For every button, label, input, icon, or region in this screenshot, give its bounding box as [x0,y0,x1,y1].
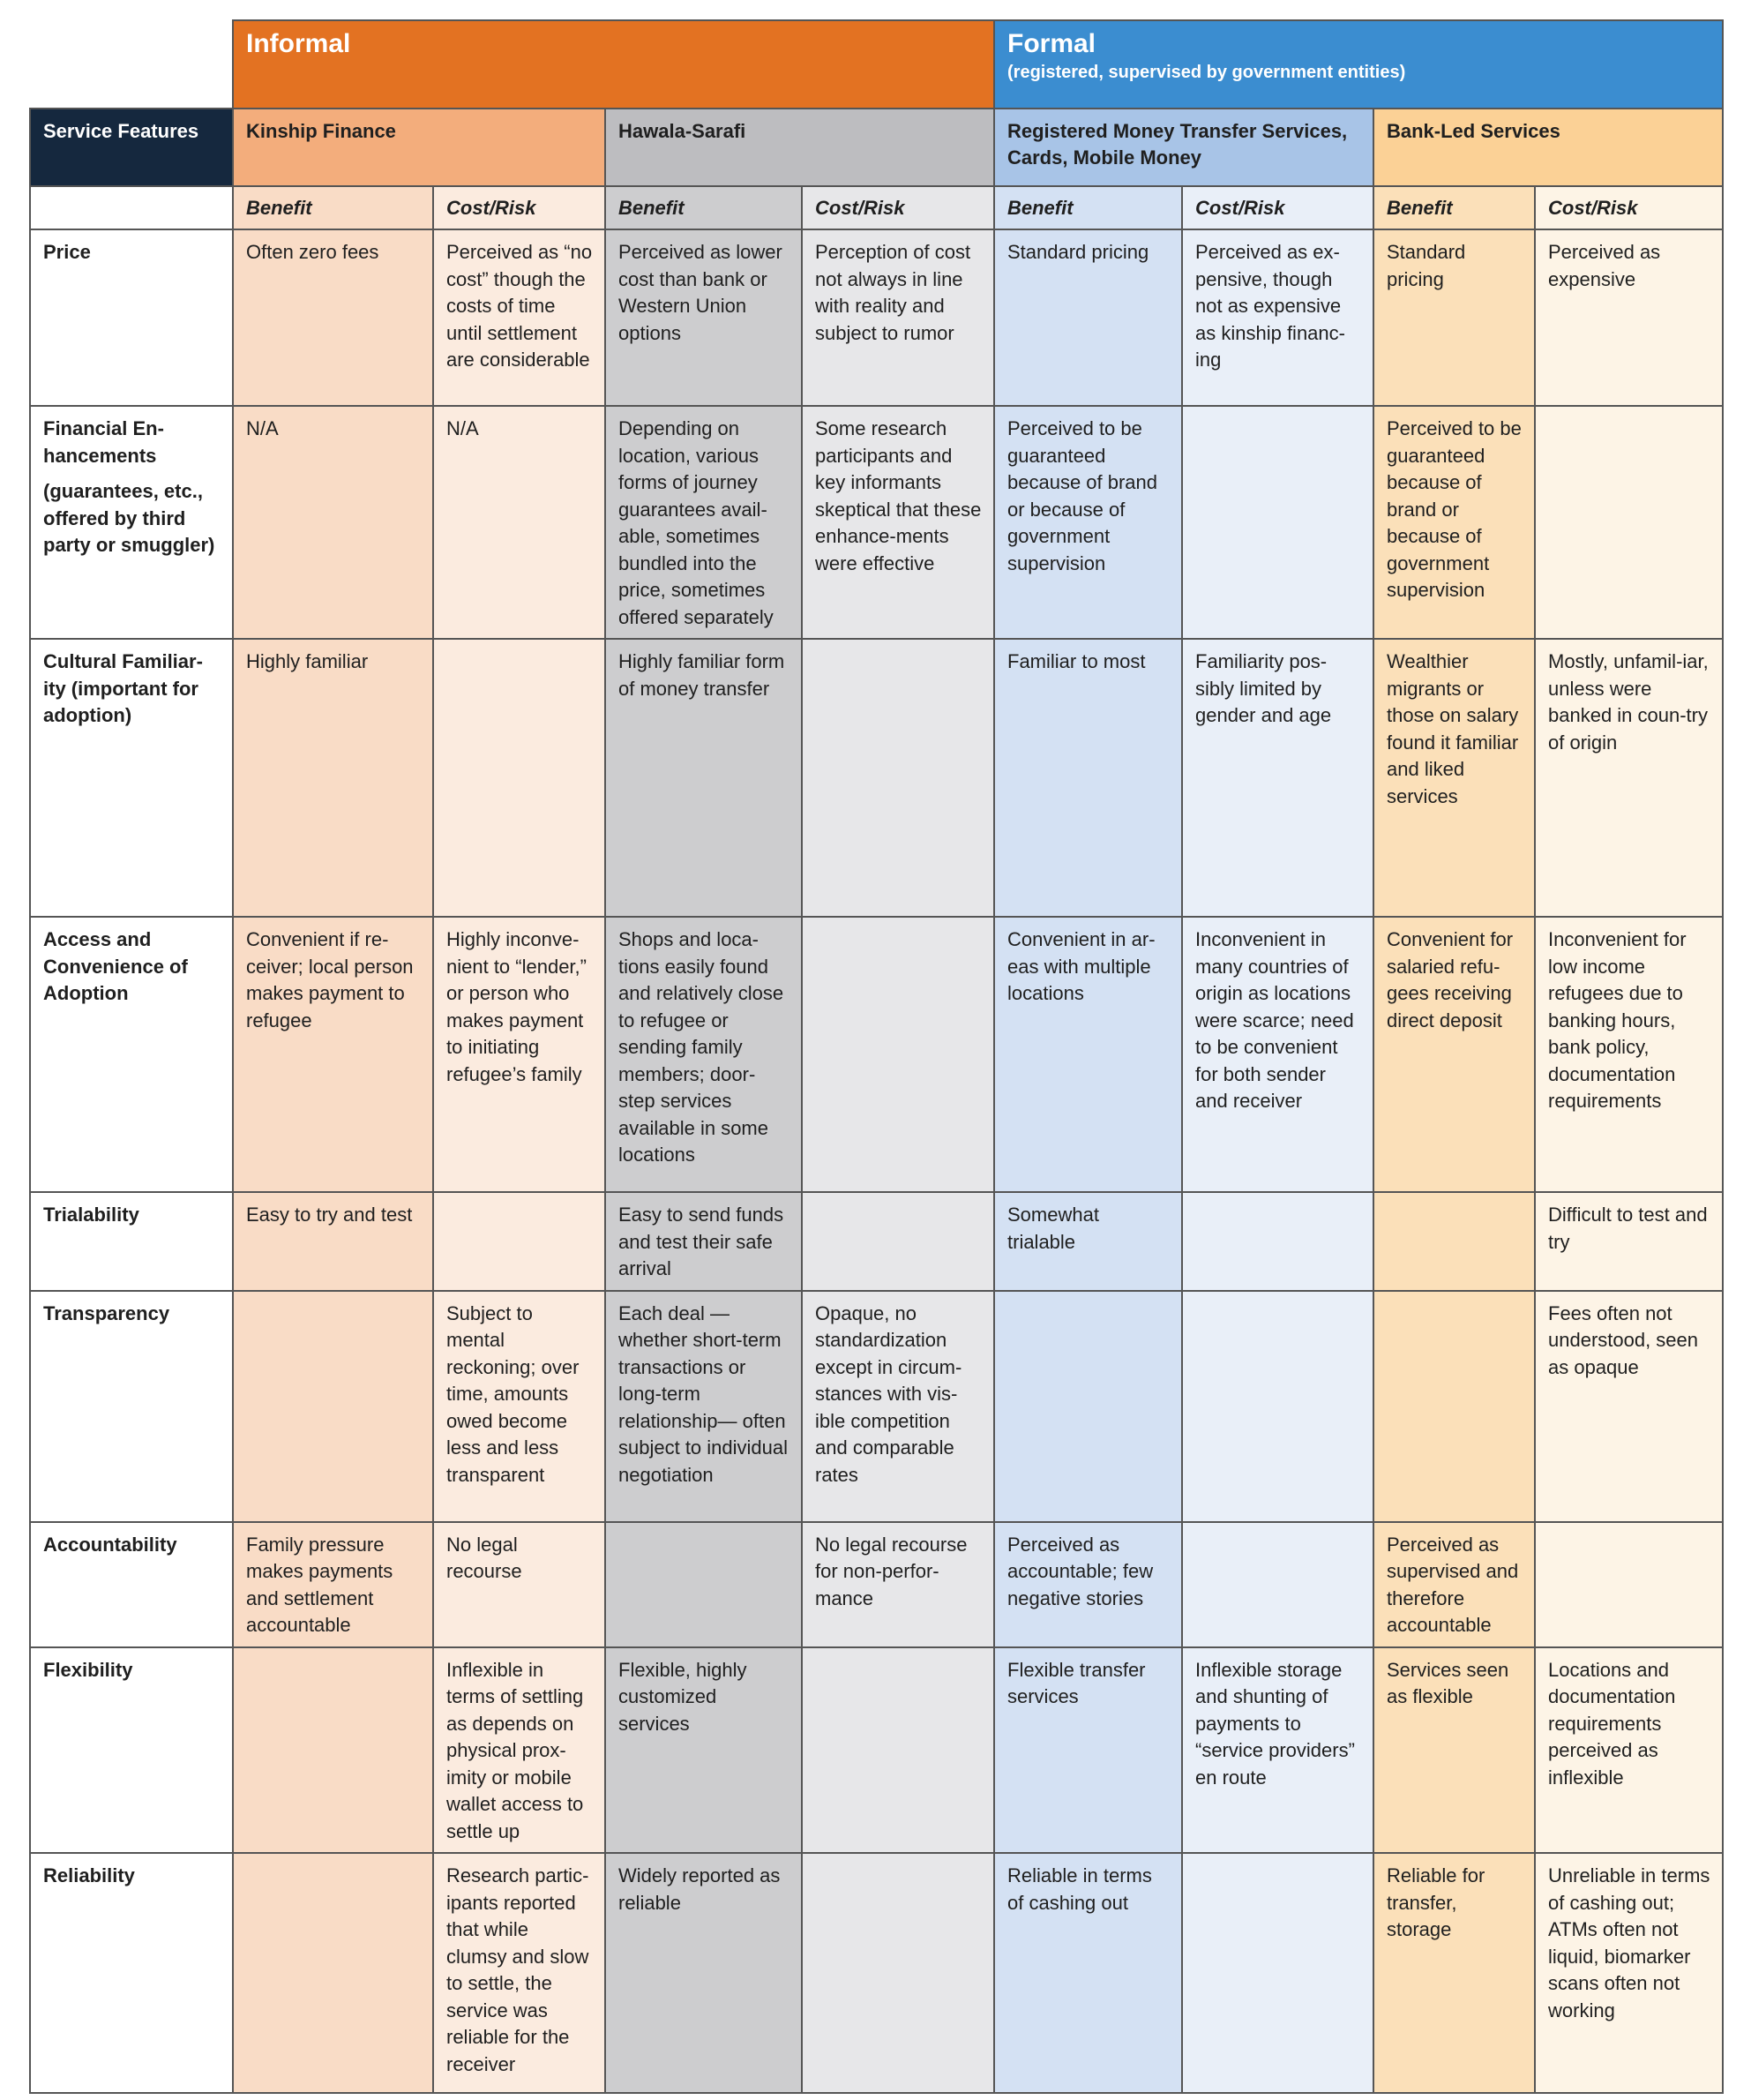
kinship-cost-risk-cell: N/A [433,406,605,639]
bank-benefit-header: Benefit [1373,186,1535,229]
registered-benefit-cell: Flexible transfer services [994,1647,1182,1854]
registered-benefit-cell [994,1291,1182,1522]
registered-benefit-cell: Familiar to most [994,639,1182,917]
table-row [30,406,1723,639]
feature-cell [30,229,233,406]
kinship-cost-risk-cell: Research partic-ipants reported that while clumsy and slow to settle, the service was reliable for the receiver [433,1853,605,2093]
kinship-benefit-cell [233,1647,433,1854]
bank-benefit-cell: Convenient for salaried refu-gees receiving direct deposit [1373,917,1535,1192]
registered-cost-risk-cell [1182,1291,1373,1522]
service-features-header: Service Features [30,109,233,186]
hawala-benefit-cell: Widely reported as reliable [605,1853,802,2093]
bank-cost-risk-header: Cost/Risk [1535,186,1723,229]
hawala-benefit-cell: Easy to send funds and test their safe arrival [605,1192,802,1291]
kinship-cost-risk-cell: No legal recourse [433,1522,605,1647]
kinship-cost-risk-cell: Perceived as “no cost” though the costs of time until settlement are considerable [433,229,605,406]
hawala-cost-risk-cell [802,1647,994,1854]
formal-title: Formal [1007,29,1096,58]
hawala-benefit-cell: Highly familiar form of money transfer [605,639,802,917]
informal-group-header [233,20,994,109]
hawala-cost-risk-cell [802,917,994,1192]
feature-label: Price [43,241,91,263]
group-header-row [30,20,1723,109]
hawala-cost-risk-cell [802,639,994,917]
feature-cell [30,1522,233,1647]
feature-cell [30,1192,233,1291]
feature-cell [30,639,233,917]
kinship-benefit-cell [233,1853,433,2093]
bank-cost-risk-cell: Inconvenient for low income refugees due to banking hours, bank policy, documentation requirements [1535,917,1723,1192]
feature-label: Reliability [43,1864,135,1886]
benefit-cost-header-row [30,186,1723,229]
informal-title: Informal [246,29,351,58]
registered-benefit-cell: Somewhat trialable [994,1192,1182,1291]
hawala-cost-risk-cell: Perception of cost not always in line with reality and subject to rumor [802,229,994,406]
formal-subtitle: (registered, supervised by government entities) [1007,63,1406,82]
table-row [30,1647,1723,1854]
bank-benefit-cell: Perceived as supervised and therefore accountable [1373,1522,1535,1647]
table-row [30,1522,1723,1647]
registered-cost-risk-cell [1182,1853,1373,2093]
feature-label: Cultural Familiar-ity (important for adoption) [43,650,203,726]
feature-cell [30,1291,233,1522]
registered-cost-risk-cell [1182,1192,1373,1291]
registered-cost-risk-cell: Perceived as ex-pensive, though not as expensive as kinship financ-ing [1182,229,1373,406]
hawala-cost-risk-cell: No legal recourse for non-perfor-mance [802,1522,994,1647]
feature-label: Transparency [43,1301,170,1324]
feature-label: Accountability [43,1533,177,1556]
kinship-benefit-cell: Easy to try and test [233,1192,433,1291]
registered-cost-risk-header: Cost/Risk [1182,186,1373,229]
kinship-cost-risk-cell: Inflexible in terms of settling as depends on physical prox-imity or mobile wallet access to settle up [433,1647,605,1854]
registered-cost-risk-cell [1182,406,1373,639]
registered-cost-risk-cell: Inconvenient in many countries of origin as locations were scarce; need to be convenient for both sender and receiver [1182,917,1373,1192]
registered-benefit-cell: Perceived to be guaranteed because of brand or because of government supervision [994,406,1182,639]
bank-benefit-cell: Perceived to be guaranteed because of brand or because of government supervision [1373,406,1535,639]
kinship-cost-risk-header: Cost/Risk [433,186,605,229]
provider-header-bank-led: Bank-Led Services [1373,109,1723,186]
bank-cost-risk-cell: Unreliable in terms of cashing out; ATMs often not liquid, biomarker scans often not working [1535,1853,1723,2093]
hawala-benefit-cell: Perceived as lower cost than bank or Western Union options [605,229,802,406]
hawala-benefit-cell: Shops and loca-tions easily found and relatively close to refugee or sending family members; door-step services available in some locations [605,917,802,1192]
hawala-benefit-cell: Each deal — whether short-term transactions or long-term relationship— often subject to individual negotiation [605,1291,802,1522]
kinship-benefit-cell [233,1291,433,1522]
provider-header-registered-mts: Registered Money Transfer Services, Cards, Mobile Money [994,109,1373,186]
kinship-benefit-cell: N/A [233,406,433,639]
feature-label: Trialability [43,1204,139,1226]
provider-header-kinship-finance: Kinship Finance [233,109,605,186]
bank-benefit-cell [1373,1192,1535,1291]
table-row [30,639,1723,917]
hawala-benefit-cell [605,1522,802,1647]
registered-cost-risk-cell: Inflexible storage and shunting of payments to “service providers” en route [1182,1647,1373,1854]
bank-cost-risk-cell: Difficult to test and try [1535,1192,1723,1291]
feature-cell [30,917,233,1192]
comparison-table-container [29,19,1724,2094]
bank-cost-risk-cell [1535,1522,1723,1647]
feature-cell [30,1647,233,1854]
table-row [30,917,1723,1192]
hawala-benefit-cell: Depending on location, various forms of journey guarantees avail-able, sometimes bundled into the price, sometimes offered separately [605,406,802,639]
hawala-cost-risk-cell: Opaque, no standardization except in circum-stances with vis-ible competition and comparable rates [802,1291,994,1522]
kinship-cost-risk-cell [433,1192,605,1291]
feature-label: Financial En-hancements [43,417,164,467]
subheader-blank [30,186,233,229]
registered-benefit-cell: Convenient in ar-eas with multiple locations [994,917,1182,1192]
hawala-cost-risk-cell: Some research participants and key informants skeptical that these enhance-ments were effective [802,406,994,639]
feature-note: (guarantees, etc., offered by third party or smuggler) [43,480,215,556]
table-row [30,229,1723,406]
bank-cost-risk-cell: Mostly, unfamil-iar, unless were banked in coun-try of origin [1535,639,1723,917]
hawala-benefit-cell: Flexible, highly customized services [605,1647,802,1854]
registered-benefit-cell: Reliable in terms of cashing out [994,1853,1182,2093]
kinship-benefit-cell: Highly familiar [233,639,433,917]
bank-benefit-cell: Standard pricing [1373,229,1535,406]
provider-header-hawala-sarafi: Hawala-Sarafi [605,109,994,186]
provider-header-row [30,109,1723,186]
remittance-service-comparison-table [29,19,1724,2094]
table-row [30,1192,1723,1291]
registered-cost-risk-cell [1182,1522,1373,1647]
hawala-cost-risk-cell [802,1853,994,2093]
bank-benefit-cell: Wealthier migrants or those on salary found it familiar and liked services [1373,639,1535,917]
bank-cost-risk-cell: Locations and documentation requirements perceived as inflexible [1535,1647,1723,1854]
table-row [30,1291,1723,1522]
bank-benefit-cell: Reliable for transfer, storage [1373,1853,1535,2093]
formal-group-header [994,20,1723,109]
bank-cost-risk-cell [1535,406,1723,639]
table-row [30,1853,1723,2093]
kinship-benefit-cell: Family pressure makes payments and settlement accountable [233,1522,433,1647]
feature-label: Flexibility [43,1658,133,1681]
registered-benefit-cell: Standard pricing [994,229,1182,406]
kinship-cost-risk-cell [433,639,605,917]
registered-benefit-cell: Perceived as accountable; few negative stories [994,1522,1182,1647]
hawala-benefit-header: Benefit [605,186,802,229]
bank-cost-risk-cell: Perceived as expensive [1535,229,1723,406]
feature-cell [30,406,233,639]
kinship-benefit-cell: Often zero fees [233,229,433,406]
kinship-cost-risk-cell: Highly inconve-nient to “lender,” or person who makes payment to initiating refugee’s family [433,917,605,1192]
bank-cost-risk-cell: Fees often not understood, seen as opaque [1535,1291,1723,1522]
registered-benefit-header: Benefit [994,186,1182,229]
feature-label: Access and Convenience of Adoption [43,928,188,1004]
kinship-benefit-header: Benefit [233,186,433,229]
bank-benefit-cell: Services seen as flexible [1373,1647,1535,1854]
hawala-cost-risk-header: Cost/Risk [802,186,994,229]
kinship-cost-risk-cell: Subject to mental reckoning; over time, amounts owed become less and less transparent [433,1291,605,1522]
table-body [30,229,1723,2093]
corner-blank [30,20,233,109]
kinship-benefit-cell: Convenient if re-ceiver; local person makes payment to refugee [233,917,433,1192]
registered-cost-risk-cell: Familiarity pos-sibly limited by gender and age [1182,639,1373,917]
hawala-cost-risk-cell [802,1192,994,1291]
bank-benefit-cell [1373,1291,1535,1522]
feature-cell [30,1853,233,2093]
